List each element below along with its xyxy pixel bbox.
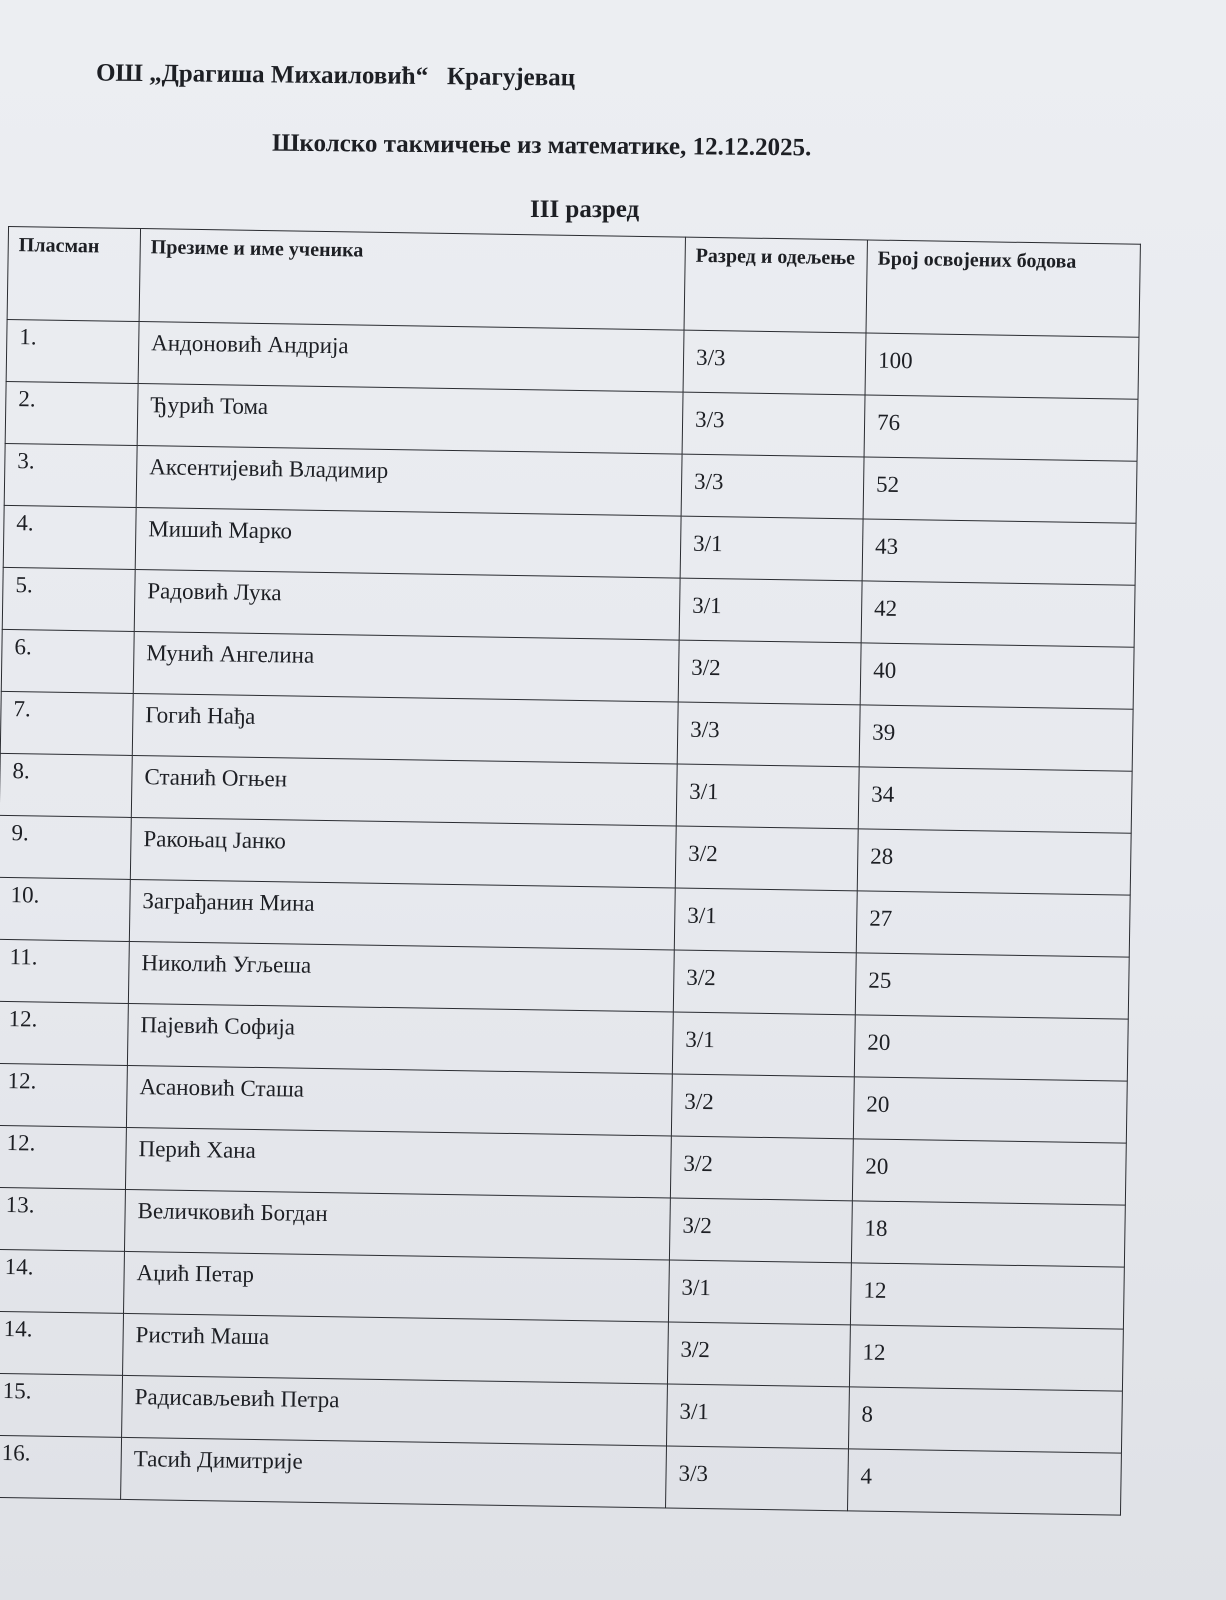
cell-points: 28 <box>857 829 1131 895</box>
cell-rank: 12. <box>0 1125 126 1189</box>
cell-class: 3/3 <box>682 392 865 457</box>
cell-class: 3/3 <box>683 330 866 395</box>
cell-points: 4 <box>847 1449 1121 1515</box>
cell-class: 3/1 <box>679 578 862 643</box>
cell-rank: 16. <box>0 1435 122 1499</box>
cell-rank: 1. <box>6 319 139 383</box>
cell-name: Ђурић Тома <box>137 384 683 455</box>
cell-name: Перић Хана <box>125 1127 671 1198</box>
cell-points: 25 <box>855 953 1129 1019</box>
cell-rank: 8. <box>0 753 132 817</box>
cell-name: Аксентијевић Владимир <box>136 446 682 517</box>
cell-name: Станић Огњен <box>131 755 677 826</box>
cell-name: Асановић Сташа <box>126 1065 672 1136</box>
cell-class: 3/1 <box>674 888 857 953</box>
cell-class: 3/2 <box>670 1136 853 1201</box>
cell-points: 8 <box>848 1387 1122 1453</box>
cell-rank: 12. <box>0 1001 128 1065</box>
table-header-row <box>7 226 1140 337</box>
cell-rank: 13. <box>0 1187 125 1251</box>
cell-points: 18 <box>851 1201 1125 1267</box>
cell-name: Величковић Богдан <box>124 1189 670 1260</box>
cell-rank: 5. <box>2 567 135 631</box>
cell-name: Гогић Нађа <box>132 693 678 764</box>
cell-class: 3/1 <box>668 1260 851 1325</box>
column-header-points: Број освојених бодова <box>866 240 1140 337</box>
cell-class: 3/2 <box>671 1074 854 1139</box>
cell-name: Мишић Марко <box>135 508 681 579</box>
column-header-rank: Пласман <box>7 226 140 321</box>
cell-name: Заграђанин Мина <box>129 879 675 950</box>
cell-name: Ристић Маша <box>123 1313 669 1384</box>
cell-class: 3/3 <box>681 454 864 519</box>
cell-class: 3/2 <box>669 1198 852 1263</box>
cell-rank: 14. <box>0 1249 124 1313</box>
cell-name: Андоновић Андрија <box>138 322 684 393</box>
cell-name: Радисављевић Петра <box>122 1375 668 1446</box>
cell-class: 3/1 <box>666 1384 849 1449</box>
cell-rank: 4. <box>3 505 136 569</box>
cell-name: Аџић Петар <box>124 1251 670 1322</box>
cell-points: 12 <box>850 1263 1124 1329</box>
cell-points: 27 <box>856 891 1130 957</box>
cell-rank: 7. <box>0 691 133 755</box>
cell-name: Пајевић Софија <box>127 1003 673 1074</box>
cell-class: 3/3 <box>677 702 860 767</box>
cell-points: 34 <box>858 767 1132 833</box>
cell-points: 20 <box>854 1015 1128 1081</box>
cell-class: 3/2 <box>675 826 858 891</box>
cell-points: 40 <box>860 643 1134 709</box>
cell-points: 20 <box>853 1077 1127 1143</box>
cell-points: 12 <box>849 1325 1123 1391</box>
cell-rank: 6. <box>1 629 134 693</box>
cell-points: 43 <box>862 519 1136 585</box>
cell-name: Николић Угљеша <box>128 941 674 1012</box>
cell-points: 20 <box>852 1139 1126 1205</box>
cell-class: 3/2 <box>673 950 856 1015</box>
competition-title: Школско такмичење из математике, 12.12.2025. <box>271 129 812 162</box>
cell-class: 3/1 <box>680 516 863 581</box>
column-header-class: Разред и одељење <box>684 237 867 333</box>
cell-rank: 12. <box>0 1063 127 1127</box>
cell-rank: 11. <box>0 939 129 1003</box>
cell-class: 3/2 <box>667 1322 850 1387</box>
cell-name: Радовић Лука <box>134 570 680 641</box>
cell-class: 3/1 <box>672 1012 855 1077</box>
cell-rank: 3. <box>4 443 137 507</box>
cell-rank: 15. <box>0 1373 123 1437</box>
grade-title: III разред <box>530 196 640 223</box>
school-title: ОШ „Драгиша Михаиловић“ Крагујевац <box>95 59 576 92</box>
cell-name: Тасић Димитрије <box>121 1437 667 1508</box>
cell-rank: 2. <box>5 381 138 445</box>
cell-points: 52 <box>863 457 1137 523</box>
cell-rank: 10. <box>0 877 130 941</box>
cell-points: 42 <box>861 581 1135 647</box>
cell-points: 100 <box>865 333 1139 399</box>
results-table-wrapper <box>0 226 1158 1584</box>
cell-points: 39 <box>859 705 1133 771</box>
cell-points: 76 <box>864 395 1138 461</box>
cell-class: 3/3 <box>666 1446 849 1511</box>
column-header-name: Презиме и име ученика <box>139 229 685 331</box>
cell-class: 3/2 <box>678 640 861 705</box>
cell-rank: 9. <box>0 815 131 879</box>
cell-name: Ракоњац Јанко <box>130 817 676 888</box>
table-body <box>0 319 1139 1515</box>
results-table <box>0 226 1141 1516</box>
cell-name: Мунић Ангелина <box>133 631 679 702</box>
cell-class: 3/1 <box>676 764 859 829</box>
cell-rank: 14. <box>0 1311 124 1375</box>
